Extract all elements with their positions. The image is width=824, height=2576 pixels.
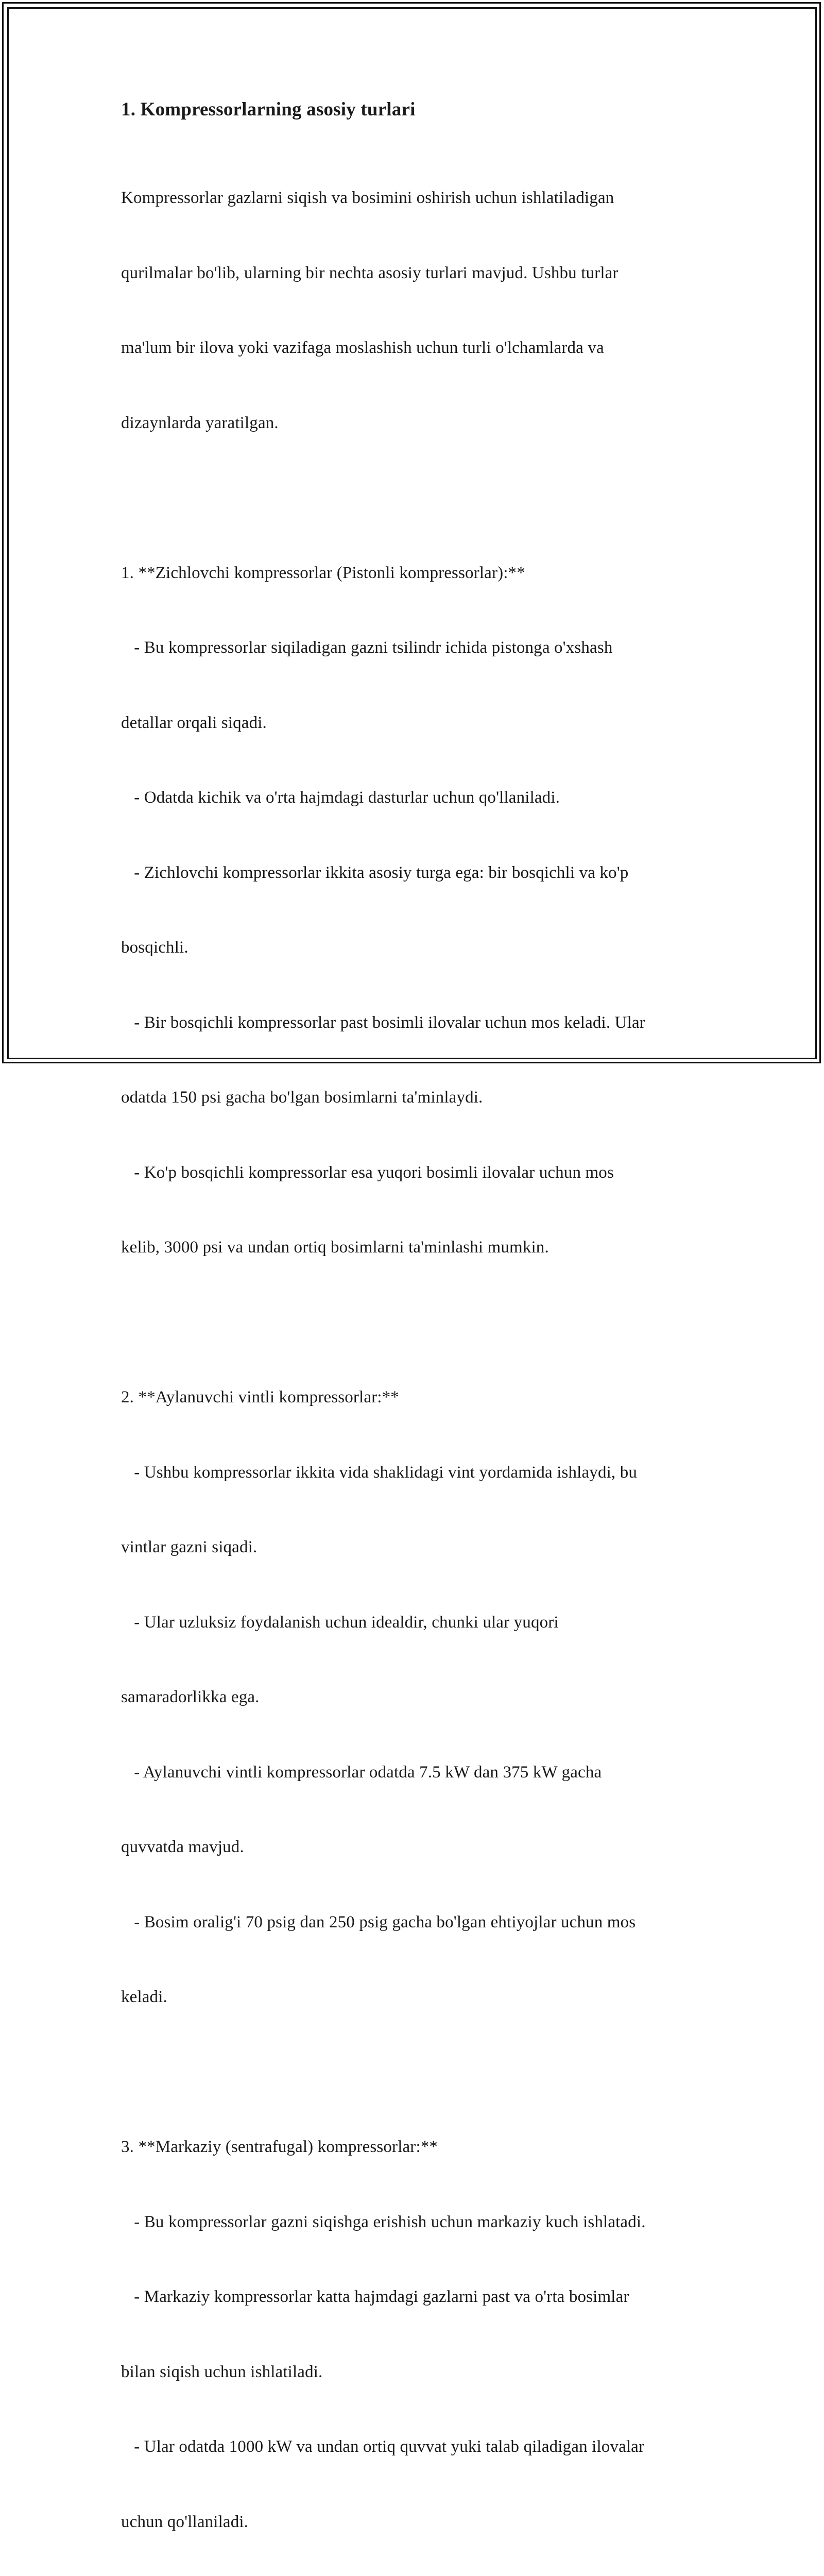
section-line: bosqichli. <box>121 938 188 957</box>
section-line: vintlar gazni siqadi. <box>121 1538 258 1556</box>
section-line: detallar orqali siqadi. <box>121 713 267 732</box>
section-title: 1. **Zichlovchi kompressorlar (Pistonli kompressorlar):** <box>121 563 525 582</box>
section-rotary-screw <box>121 1335 713 2060</box>
section-line: - Ular odatda 1000 kW va undan ortiq quvvat yuki talab qiladigan ilovalar <box>121 2437 645 2456</box>
section-title: 2. **Aylanuvchi vintli kompressorlar:** <box>121 1388 399 1406</box>
section-line: - Odatda kichik va o'rta hajmdagi dasturlar uchun qo'llaniladi. <box>121 788 560 807</box>
intro-line: ma'lum bir ilova yoki vazifaga moslashish uchun turli o'lchamlarda va <box>121 338 604 357</box>
intro-line: qurilmalar bo'lib, ularning bir nechta asosiy turlari mavjud. Ushbu turlar <box>121 263 619 282</box>
section-line: - Bu kompressorlar gazni siqishga erishish uchun markaziy kuch ishlatadi. <box>121 2212 646 2231</box>
section-line: - Markaziy kompressorlar katta hajmdagi gazlarni past va o'rta bosimlar <box>121 2287 629 2306</box>
intro-paragraph <box>121 135 713 485</box>
section-line: uchun qo'llaniladi. <box>121 2512 249 2531</box>
document-page <box>121 95 713 2576</box>
section-line: kelib, 3000 psi va undan ortiq bosimlarni ta'minlashi mumkin. <box>121 1238 549 1257</box>
section-centrifugal <box>121 2084 713 2576</box>
section-line: bilan siqish uchun ishlatiladi. <box>121 2362 323 2381</box>
section-line: - Zichlovchi kompressorlar ikkita asosiy turga ega: bir bosqichli va ko'p <box>121 863 629 882</box>
section-title: 3. **Markaziy (sentrafugal) kompressorlar:** <box>121 2138 438 2156</box>
section-line: - Ko'p bosqichli kompressorlar esa yuqori bosimli ilovalar uchun mos <box>121 1163 614 1182</box>
intro-line: dizaynlarda yaratilgan. <box>121 413 279 432</box>
section-line: - Bu kompressorlar siqiladigan gazni tsilindr ichida pistonga o'xshash <box>121 638 613 657</box>
document-heading: 1. Kompressorlarning asosiy turlari <box>121 99 416 120</box>
section-reciprocating <box>121 511 713 1310</box>
section-line: odatda 150 psi gacha bo'lgan bosimlarni ta'minlaydi. <box>121 1088 483 1107</box>
section-line: - Bir bosqichli kompressorlar past bosimli ilovalar uchun mos keladi. Ular <box>121 1013 645 1032</box>
section-line: - Aylanuvchi vintli kompressorlar odatda 7.5 kW dan 375 kW gacha <box>121 1762 602 1782</box>
section-line: - Ular uzluksiz foydalanish uchun idealdir, chunki ular yuqori <box>121 1613 559 1632</box>
section-line: - Bosim oralig'i 70 psig dan 250 psig gacha bo'lgan ehtiyojlar uchun mos <box>121 1912 636 1931</box>
section-line: quvvatda mavjud. <box>121 1838 244 1856</box>
intro-line: Kompressorlar gazlarni siqish va bosimini oshirish uchun ishlatiladigan <box>121 189 614 207</box>
section-line: - Ushbu kompressorlar ikkita vida shaklidagi vint yordamida ishlaydi, bu <box>121 1463 638 1482</box>
section-line: keladi. <box>121 1988 167 2006</box>
section-line: samaradorlikka ega. <box>121 1688 260 1706</box>
